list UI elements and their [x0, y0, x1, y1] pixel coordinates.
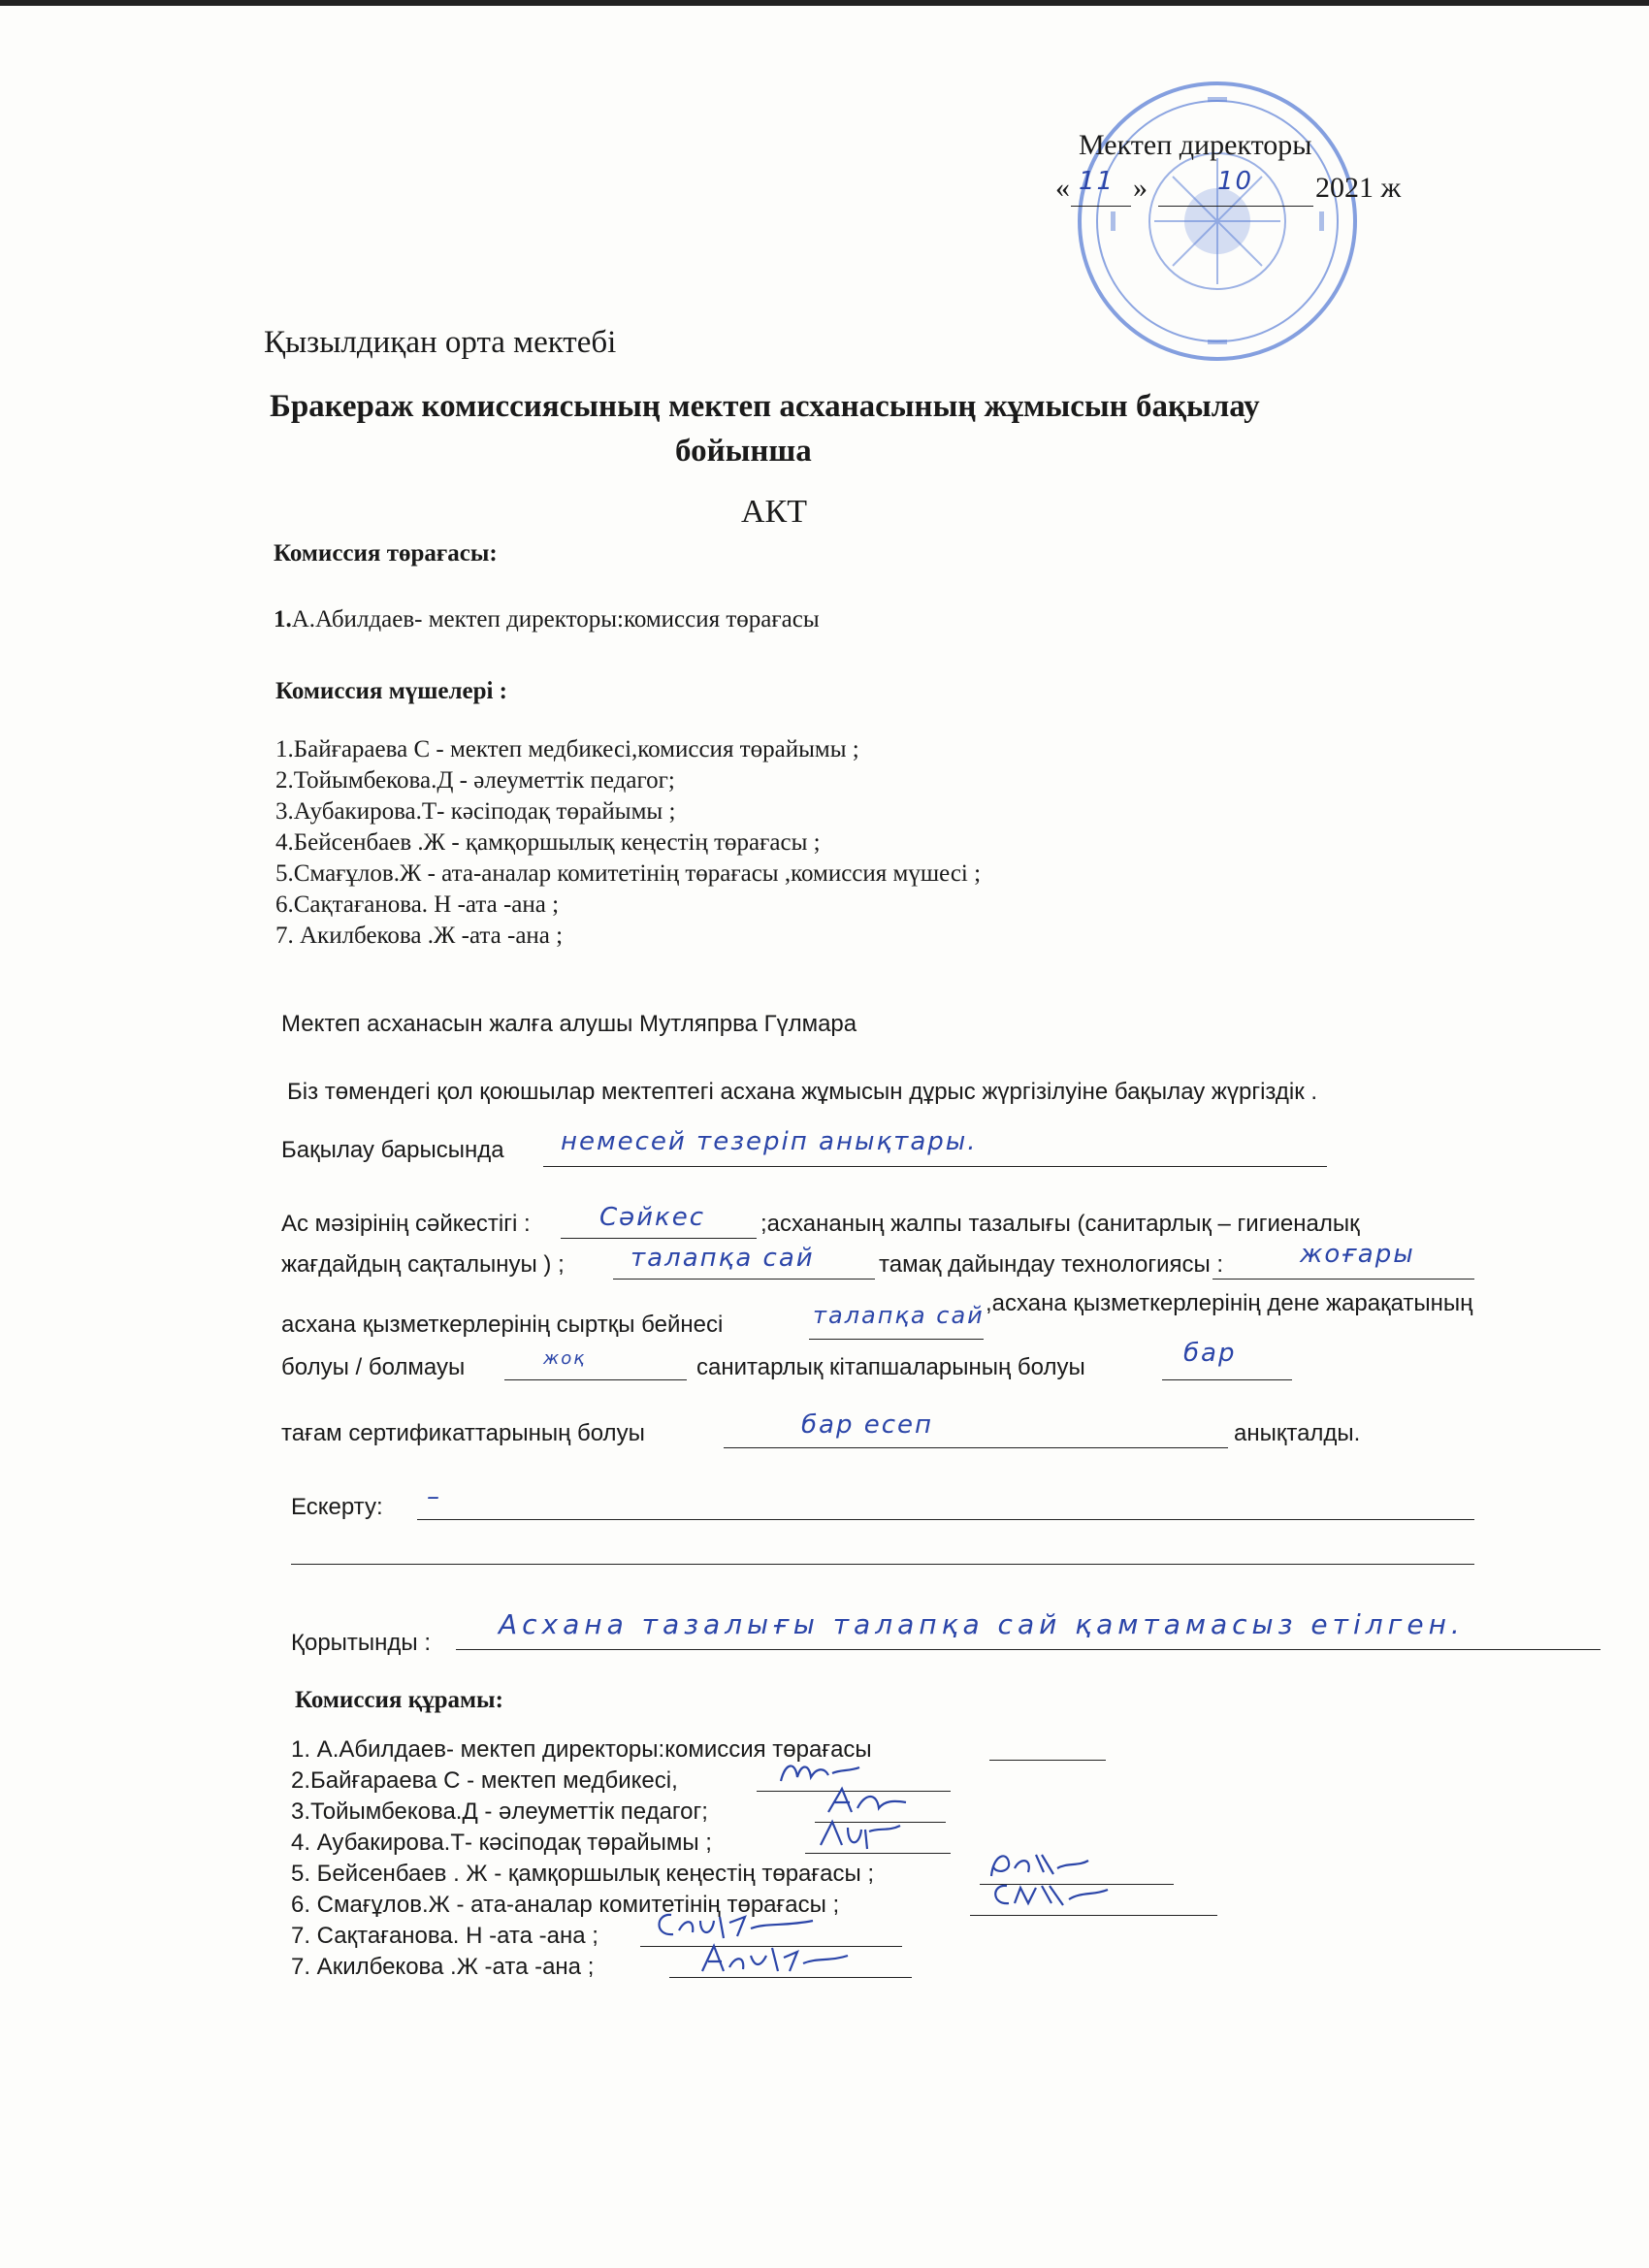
signature-handwriting [815, 1816, 902, 1853]
cert-handwriting: бар есеп [801, 1410, 934, 1440]
date-day-line [1071, 206, 1131, 207]
tech-line [1212, 1279, 1474, 1280]
sanbook-line [1162, 1379, 1292, 1380]
note-label: Ескерту: [291, 1494, 383, 1520]
signature-handwriting [823, 1783, 910, 1820]
cleanliness-label: ;асхананың жалпы тазалығы (санитарлық – гигиеналық [760, 1211, 1360, 1237]
date-day: 11 [1079, 167, 1116, 196]
chair-line [274, 605, 820, 634]
title-act: АКТ [741, 494, 807, 530]
menu-label: Ас мәзірінің сәйкестігі : [281, 1211, 531, 1237]
member-item: 6.Сақтағанова. Н -ата -ана ; [275, 891, 560, 918]
note-line-2 [291, 1564, 1474, 1565]
date-month: 10 [1217, 167, 1254, 196]
date-open: « [1055, 172, 1070, 204]
composition-item: 5. Бейсенбаев . Ж - қамқоршылық кеңестің төрағасы ; [291, 1861, 875, 1887]
date-mid: » [1133, 172, 1148, 204]
sanbook-label: санитарлық кітапшаларының болуы [696, 1354, 1085, 1380]
composition-item: 2.Байғараева С - мектеп медбикесі, [291, 1767, 678, 1794]
signature-line [970, 1915, 1217, 1916]
cleanliness-handwriting: талапқа сай [630, 1244, 815, 1273]
signature-handwriting [986, 1874, 1112, 1913]
appearance-line [809, 1339, 984, 1340]
composition-heading: Комиссия құрамы: [295, 1687, 503, 1713]
signature-handwriting [696, 1938, 852, 1979]
note-line [417, 1519, 1474, 1520]
tech-label: тамақ дайындау технологиясы : [879, 1251, 1224, 1278]
menu-handwriting: Сәйкес [599, 1203, 706, 1232]
composition-item: 7. Сақтағанова. Н -ата -ана ; [291, 1923, 598, 1949]
observe-label: Бақылау барысында [281, 1137, 504, 1163]
member-item: 7. Акилбекова .Ж -ата -ана ; [275, 923, 564, 949]
observe-handwriting: немесей тезеріп анықтары. [561, 1127, 978, 1156]
injury-line [504, 1379, 687, 1380]
date-year: 2021 ж [1315, 172, 1402, 204]
appearance-label: асхана қызметкерлерінің сыртқы бейнесі [281, 1312, 724, 1338]
member-item: 4.Бейсенбаев .Ж - қамқоршылық кеңестің төрағасы ; [275, 829, 821, 856]
cleanliness-label2: жағдайдың сақталынуы ) ; [281, 1251, 565, 1278]
chair-heading: Комиссия төрағасы: [274, 540, 498, 567]
injury-handwriting: жоқ [543, 1348, 587, 1369]
menu-line [561, 1238, 757, 1239]
composition-item: 3.Тойымбекова.Д - әлеуметтік педагог; [291, 1798, 708, 1825]
title-line1: Бракераж комиссиясының мектеп асханасының жұмысын бақылау [270, 389, 1260, 424]
tech-handwriting: жоғары [1300, 1240, 1415, 1269]
injury-label2: болуы / болмауы [281, 1354, 466, 1380]
member-item: 3.Аубакирова.Т- кәсіподақ төрайымы ; [275, 798, 676, 825]
chair-number: 1. [274, 606, 292, 632]
composition-item: 6. Смағұлов.Ж - ата-аналар комитетінің төрағасы ; [291, 1892, 840, 1918]
cert-label: тағам сертификаттарының болуы [281, 1420, 645, 1446]
composition-item: 1. А.Абилдаев- мектеп директоры:комиссия төрағасы [291, 1736, 872, 1763]
intro-text: Біз төмендегі қол қоюшылар мектептегі асхана жұмысын дұрыс жүргізілуіне бақылау жүргіздік . [287, 1079, 1318, 1105]
composition-item: 7. Акилбекова .Ж -ата -ана ; [291, 1954, 595, 1980]
member-item: 1.Байғараева С - мектеп медбикесі,комиссия төрайымы ; [275, 736, 859, 762]
cert-end: анықталды. [1234, 1420, 1361, 1446]
composition-item: 4. Аубакирова.Т- кәсіподақ төрайымы ; [291, 1830, 712, 1856]
injury-label: ,асхана қызметкерлерінің дене жарақатының [986, 1290, 1473, 1316]
conclusion-handwriting: Асхана тазалығы талапқа сай қамтамасыз етілген. [499, 1608, 1465, 1640]
date-month-line [1158, 206, 1313, 207]
official-seal [1072, 76, 1363, 367]
signature-line [805, 1853, 951, 1854]
conclusion-label: Қорытынды : [291, 1630, 432, 1656]
sanbook-handwriting: бар [1183, 1339, 1237, 1368]
title-line2: бойынша [675, 434, 812, 469]
scan-edge [0, 0, 1649, 6]
member-item: 5.Смағұлов.Ж - ата-аналар комитетінің төрағасы ,комиссия мүшесі ; [275, 860, 982, 887]
cleanliness-line [613, 1279, 875, 1280]
school-name: Қызылдиқан орта мектебі [264, 325, 617, 360]
tenant: Мектеп асханасын жалға алушы Мутляпрва Гүлмара [281, 1011, 857, 1037]
appearance-handwriting: талапқа сай [813, 1302, 985, 1329]
observe-line [543, 1166, 1327, 1167]
member-item: 2.Тойымбекова.Д - әлеуметтік педагог; [275, 767, 675, 794]
director-label: Мектеп директоры [1079, 129, 1312, 161]
note-handwriting: – [427, 1482, 441, 1511]
cert-line [724, 1447, 1228, 1448]
signature-line [989, 1760, 1106, 1761]
conclusion-line [456, 1649, 1600, 1650]
members-heading: Комиссия мүшелері : [275, 678, 507, 704]
chair-text: А.Абилдаев- мектеп директоры:комиссия төрағасы [291, 606, 820, 632]
